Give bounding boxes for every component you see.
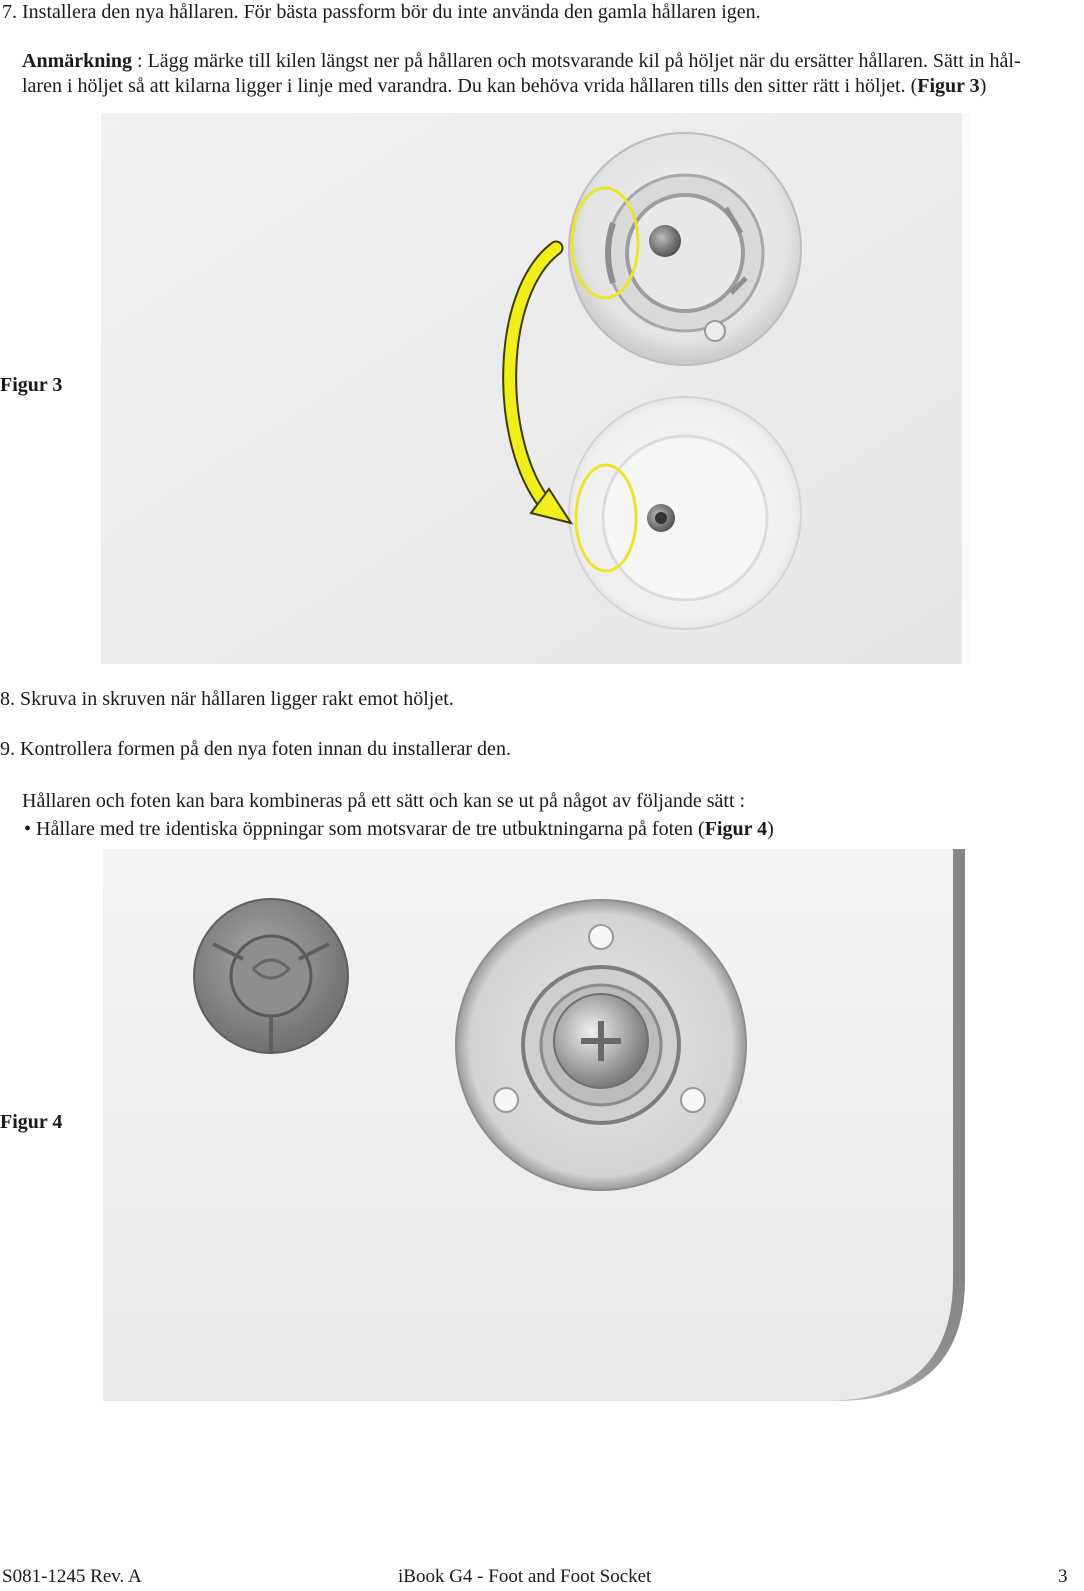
footer-title: iBook G4 - Foot and Foot Socket	[398, 1566, 652, 1587]
figure-3-photo	[101, 113, 970, 664]
bullet-close-paren: )	[767, 818, 774, 840]
step-8-text: 8. Skruva in skruven när hållaren ligger rakt emot höljet.	[0, 688, 454, 710]
figure-4-label: Figur 4	[0, 1111, 63, 1133]
footer-page-number: 3	[1058, 1566, 1068, 1587]
note-paragraph	[22, 49, 1067, 99]
bullet-item	[24, 817, 774, 841]
footer-doc-number: S081-1245 Rev. A	[2, 1566, 142, 1587]
bullet-mark: •	[24, 818, 32, 840]
note-text-2: laren i höljet så att kilarna ligger i linje med varandra. Du kan behöva vrida hållaren tills den sitter rätt i höljet. (	[22, 75, 918, 97]
bullet-text: Hållare med tre identiska öppningar som motsvarar de tre utbuktningarna på foten (	[31, 818, 705, 840]
figure-4-photo	[103, 849, 965, 1401]
note-figure-ref: Figur 3	[917, 75, 980, 97]
bullet-figure-ref: Figur 4	[704, 818, 768, 840]
figure-3-label: Figur 3	[0, 374, 63, 396]
step-9-text: 9. Kontrollera formen på den nya foten innan du installerar den.	[0, 738, 511, 760]
note-close-paren: )	[979, 75, 987, 97]
note-label: Anmärkning	[22, 50, 133, 72]
step-7-text: 7. Installera den nya hållaren. För bästa passform bör du inte använda den gamla hållaren igen.	[2, 1, 761, 23]
combination-text: Hållaren och foten kan bara kombineras på ett sätt och kan se ut på något av följande sätt :	[22, 790, 746, 812]
note-text-1: : Lägg märke till kilen längst ner på hållaren och motsvarande kil på höljet när du ersätter hållaren. Sätt in hål-	[132, 50, 1021, 72]
